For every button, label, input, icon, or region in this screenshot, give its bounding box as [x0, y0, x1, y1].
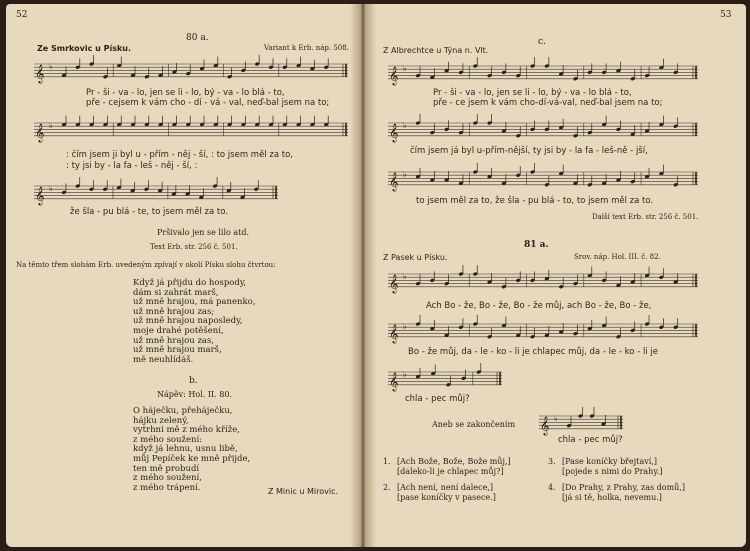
svg-text:𝄞: 𝄞 — [35, 185, 45, 205]
verse-number: 1. — [383, 457, 391, 466]
lyrics-line: chla - pec můj? — [405, 394, 470, 404]
poem-line: už mně hrajou naposledy, — [133, 316, 243, 327]
svg-text:𝄞: 𝄞 — [389, 122, 399, 142]
svg-text:𝄞: 𝄞 — [389, 273, 399, 293]
song-place-81a: Z Pasek u Písku. — [383, 253, 448, 262]
page-number-right: 53 — [720, 10, 732, 20]
poem-line: dám si zahrát marš, — [133, 287, 219, 298]
verse-line: [Ach není, není dalece,] — [397, 483, 493, 492]
poem-line: mě neuhlídáš. — [133, 354, 194, 365]
svg-text:𝄞: 𝄞 — [35, 122, 45, 142]
alt-ending-label: Aneb se zakončením — [432, 420, 516, 429]
poem-stanza-2 — [133, 407, 250, 493]
lyrics-line: Pr - ši - va - lo, jen se li - lo, bý - va - lo blá - to, — [86, 88, 285, 98]
poem-line: už mně hrajou zas; — [133, 306, 215, 317]
svg-text:♭: ♭ — [403, 370, 407, 380]
svg-text:♭: ♭ — [49, 121, 53, 131]
tune-reference: Nápěv: Hol. II. 80. — [157, 390, 232, 399]
song-number-81a: 81 a. — [524, 240, 549, 250]
music-staff-10 — [535, 410, 625, 434]
verse-number: 3. — [548, 457, 556, 466]
lyrics-line: Bo - že můj, da - le - ko - li je chlapec můj, da - le - ko - li je — [408, 347, 658, 357]
poem-line: můj Pepíček ke mně přijde, — [133, 453, 251, 464]
verse-line: [daleko-li je chlapec můj?] — [397, 467, 504, 476]
poem-line: O háječku, přeháječku, — [133, 406, 233, 416]
song-number-80a: 80 a. — [186, 33, 209, 43]
svg-text:♭: ♭ — [554, 414, 558, 424]
lyrics-line: čím jsem já byl u-přím-nější, ty jsi by - la fa - leš-ně - jší, — [410, 146, 648, 156]
poem-line: už mně hrajou, má panenko, — [133, 297, 256, 308]
svg-text:♭: ♭ — [49, 184, 53, 194]
verse-line: [pojede s nimi do Prahy.] — [562, 467, 663, 476]
lyrics-line: to jsem měl za to, že šla - pu blá - to, to jsem měl za to. — [416, 196, 654, 206]
svg-text:♭: ♭ — [403, 64, 407, 74]
lyrics-line: že šla - pu blá - te, to jsem měl za to. — [70, 207, 229, 217]
svg-text:𝄞: 𝄞 — [389, 371, 399, 391]
variant-reference: Variant k Erb. náp. 508. — [264, 44, 349, 52]
poem-line: ten mě probudí — [133, 463, 200, 474]
poem-line: z mého soužení: — [133, 434, 203, 445]
verse-number: 4. — [548, 483, 556, 492]
verse-line: [pase koníčky v pasece.] — [397, 493, 496, 502]
poem-line: už mně hrajou marš, — [133, 345, 222, 356]
lyrics-line: pře - cejsem k vám cho - dí - vá - val, neď-bal jsem na to; — [86, 98, 330, 108]
music-staff-7 — [384, 268, 700, 296]
poem-line: hájku zelený, — [133, 415, 189, 426]
svg-text:𝄞: 𝄞 — [35, 63, 45, 83]
song-reference-81a: Srov. náp. Hol. III. č. 82. — [574, 253, 661, 261]
music-staff-9 — [384, 366, 504, 394]
page-number-left: 52 — [16, 10, 28, 20]
verse-number: 2. — [383, 483, 391, 492]
music-staff-5 — [384, 117, 700, 145]
lyrics-line: chla - pec můj? — [558, 435, 623, 445]
svg-text:♭: ♭ — [49, 62, 53, 72]
text-source: Další text Erb. str. 256 č. 501. — [592, 213, 699, 221]
closing-line: Pršivalo jen se lilo atd. — [157, 228, 250, 237]
music-staff-4 — [384, 60, 700, 88]
svg-text:𝄞: 𝄞 — [389, 65, 399, 85]
lyrics-line: : čím jsem ji byl u - přím - něj - ší, : to jsem měl za to, — [66, 150, 293, 160]
poem-line: už mně hrajou zas, — [133, 335, 215, 346]
lyrics-line: pře - ce jsem k vám cho-dí-vá-val, neď-bal jsem na to; — [433, 98, 663, 108]
section-label-b: b. — [189, 376, 198, 386]
lyrics-line: Pr - ši - va - lo, jen se li - lo, bý - va - lo blá - to, — [433, 88, 632, 98]
poem-stanza-1 — [133, 279, 255, 365]
poem-line: z mého soužení, — [133, 473, 202, 484]
svg-text:𝄞: 𝄞 — [389, 323, 399, 343]
lyrics-line: Ach Bo - že, Bo - že, Bo - že můj, ach Bo - že, Bo - že, — [426, 301, 652, 311]
music-staff-3 — [30, 180, 280, 208]
poem-line: když já lehnu, usnu libě, — [133, 444, 238, 455]
book-gutter — [350, 4, 376, 547]
verse-line: [Do Prahy, z Prahy, zas domů,] — [562, 483, 685, 492]
svg-text:𝄞: 𝄞 — [389, 171, 399, 191]
music-staff-2 — [30, 117, 350, 145]
poem-line: Když já přijdu do hospody, — [133, 278, 247, 288]
poem-line: vytrhni mě z mého kříže, — [133, 425, 240, 436]
song-place-b: Z Minic u Mirovic. — [268, 487, 339, 496]
verse-line: [Pase koníčky břejtaví,] — [562, 457, 657, 466]
svg-text:♭: ♭ — [403, 272, 407, 282]
poem-line: moje drahé potěšení, — [133, 325, 224, 336]
verse-line: [Ach Bože, Bože, Bože můj,] — [397, 457, 511, 466]
svg-text:♭: ♭ — [403, 121, 407, 131]
poem-line: z mého trápení. — [133, 482, 201, 493]
editorial-note: Na těmto třem slohám Erb. uvedeným zpívají v okolí Písku slohu čtvrtou: — [16, 261, 276, 269]
svg-text:𝄞: 𝄞 — [540, 415, 550, 435]
section-label-c: c. — [538, 37, 546, 47]
svg-text:♭: ♭ — [403, 322, 407, 332]
verse-line: [já si tě, holka, nevemu.] — [562, 493, 662, 502]
text-source: Text Erb. str. 256 č. 501. — [150, 243, 238, 251]
song-place-80a: Ze Smrkovic u Písku. — [37, 44, 132, 53]
music-staff-8 — [384, 318, 700, 346]
lyrics-line: : ty jsi by - la fa - leš - něj - ší, : — [66, 161, 198, 171]
music-staff-1 — [30, 58, 350, 86]
music-staff-6 — [384, 166, 700, 194]
svg-text:♭: ♭ — [403, 170, 407, 180]
song-place-c: Z Albrechtce u Týna n. Vlt. — [383, 46, 489, 55]
